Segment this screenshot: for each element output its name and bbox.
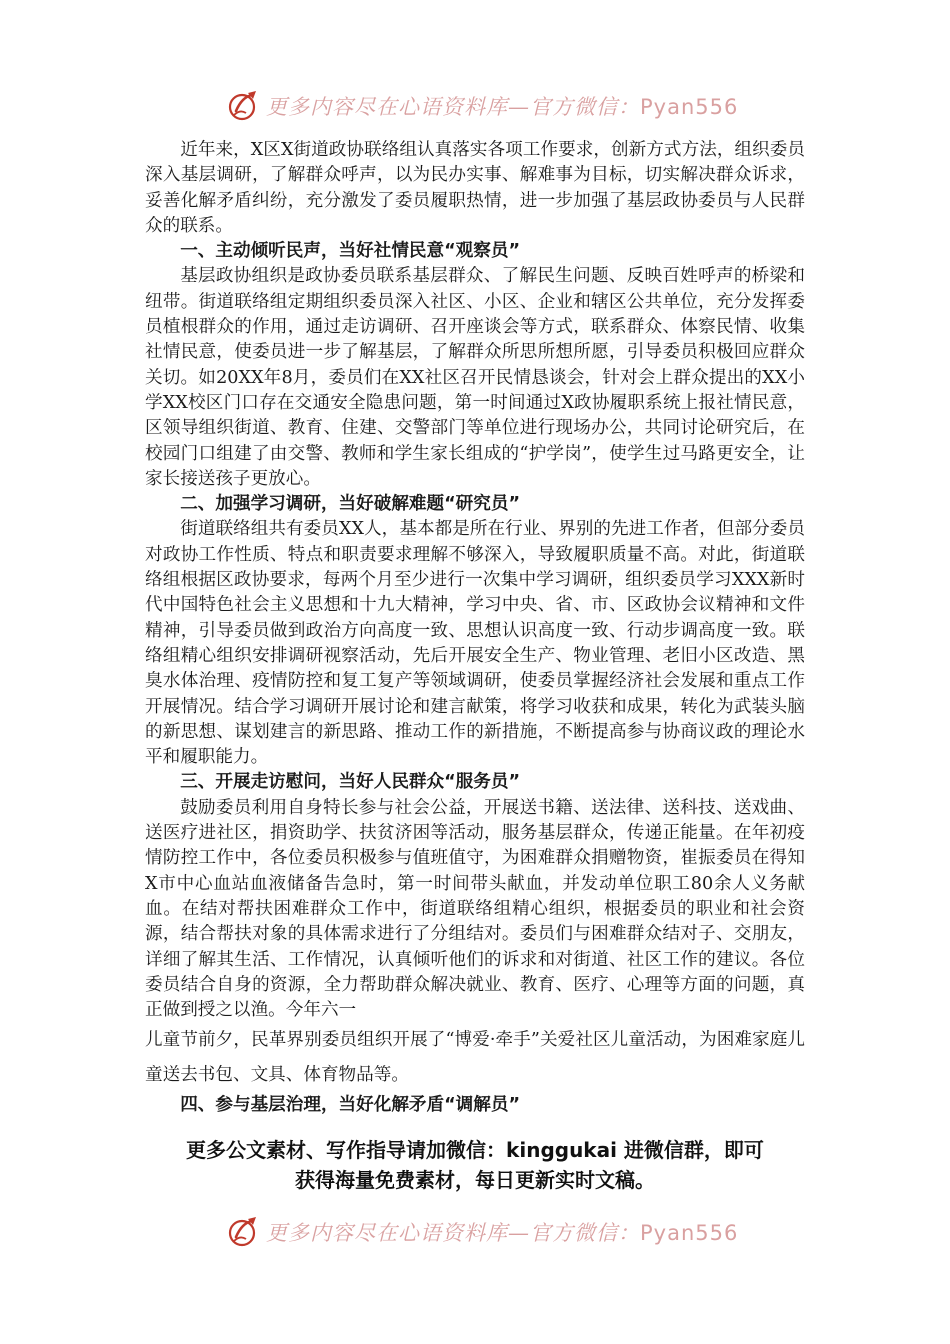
banner-text: 更多内容尽在心语资料库—官方微信：Pyan556 (266, 1221, 739, 1245)
promo-line-2: 获得海量免费素材，每日更新实时文稿。 (295, 1168, 655, 1192)
section-3-body: 鼓励委员利用自身特长参与社会公益，开展送书籍、送法律、送科技、送戏曲、送医疗进社区，捐资助学、扶贫济困等活动，服务基层群众，传递正能量。在年初疫情防控工作中，各位委员积极参与值班值守，为困难群众捐赠物资，崔振委员在得知X市中心血站血液储备告急时，第一时间带头献血，并发动单位职工80余人义务献血。在结对帮扶困难群众工作中，街道联络组精心组织，根据委员的职业和社会资源，结合帮扶对象的具体需求进行了分组结对。委员们与困难群众结对子、交朋友，详细了解其生活、工作情况，认真倾听他们的诉求和对街道、社区工作的建议。各位委员结合自身的资源，全力帮助群众解决就业、教育、医疗、心理等方面的问题，真正做到授之以渔。今年六一 (145, 797, 805, 1021)
banner-text: 更多内容尽在心语资料库—官方微信：Pyan556 (266, 95, 739, 119)
pen-swirl-logo-icon (226, 1215, 260, 1249)
section-3-heading: 三、开展走访慰问，当好人民群众“服务员” (180, 772, 521, 793)
section-1-body: 基层政协组织是政协委员联系基层群众、了解民生问题、反映百姓呼声的桥梁和纽带。街道联络组定期组织委员深入社区、小区、企业和辖区公共单位，充分发挥委员植根群众的作用，通过走访调研、召开座谈会等方式，联系群众、体察民情、收集社情民意，使委员进一步了解基层，了解群众所思所想所愿，引导委员积极回应群众关切。如20XX年8月，委员们在XX社区召开民情恳谈会，针对会上群众提出的XX小学XX校区门口存在交通安全隐患问题，第一时间通过X政协履职系统上报社情民意，区领导组织街道、教育、住建、交警部门等单位进行现场办公，共同讨论研究后，在校园门口组建了由交警、教师和学生家长组成的“护学岗”，使学生过马路更安全，让家长接送孩子更放心。 (145, 266, 805, 489)
section-3-body-tail: 儿童节前夕，民革界别委员组织开展了“博爱·牵手”关爱社区儿童活动，为困难家庭儿童送去书包、文具、体育物品等。 (145, 1030, 805, 1086)
footer-banner (0, 1210, 950, 1254)
document-body (145, 138, 805, 1119)
promo-notice (140, 1135, 810, 1195)
intro-paragraph: 近年来，X区X街道政协联络组认真落实各项工作要求，创新方式方法，组织委员深入基层调研，了解群众呼声，以为民办实事、解难事为目标，切实解决群众诉求，妥善化解矛盾纠纷，充分激发了委员履职热情，进一步加强了基层政协委员与人民群众的联系。 (145, 140, 805, 236)
banner-wechat-id: Pyan556 (640, 1221, 739, 1245)
header-banner (0, 84, 950, 128)
section-4-heading: 四、参与基层治理，当好化解矛盾“调解员” (180, 1095, 521, 1116)
section-2-heading: 二、加强学习调研，当好破解难题“研究员” (180, 494, 521, 515)
banner-wechat-id: Pyan556 (640, 95, 739, 119)
promo-line-1: 更多公文素材、写作指导请加微信：kinggukai 进微信群，即可 (186, 1138, 764, 1162)
pen-swirl-logo-icon (226, 89, 260, 123)
section-2-body: 街道联络组共有委员XX人，基本都是所在行业、界别的先进工作者，但部分委员对政协工作性质、特点和职责要求理解不够深入，导致履职质量不高。对此，街道联络组根据区政协要求，每两个月至少进行一次集中学习调研，组织委员学习XXX新时代中国特色社会主义思想和十九大精神，学习中央、省、市、区政协会议精神和文件精神，引导委员做到政治方向高度一致、思想认识高度一致、行动步调高度一致。联络组精心组织安排调研视察活动，先后开展安全生产、物业管理、老旧小区改造、黑臭水体治理、疫情防控和复工复产等领域调研，使委员掌握经济社会发展和重点工作开展情况。结合学习调研开展讨论和建言献策，将学习收获和成果，转化为武装头脑的新思想、谋划建言的新思路、推动工作的新措施，不断提高参与协商议政的理论水平和履职能力。 (145, 519, 805, 768)
section-1-heading: 一、主动倾听民声，当好社情民意“观察员” (180, 241, 521, 262)
